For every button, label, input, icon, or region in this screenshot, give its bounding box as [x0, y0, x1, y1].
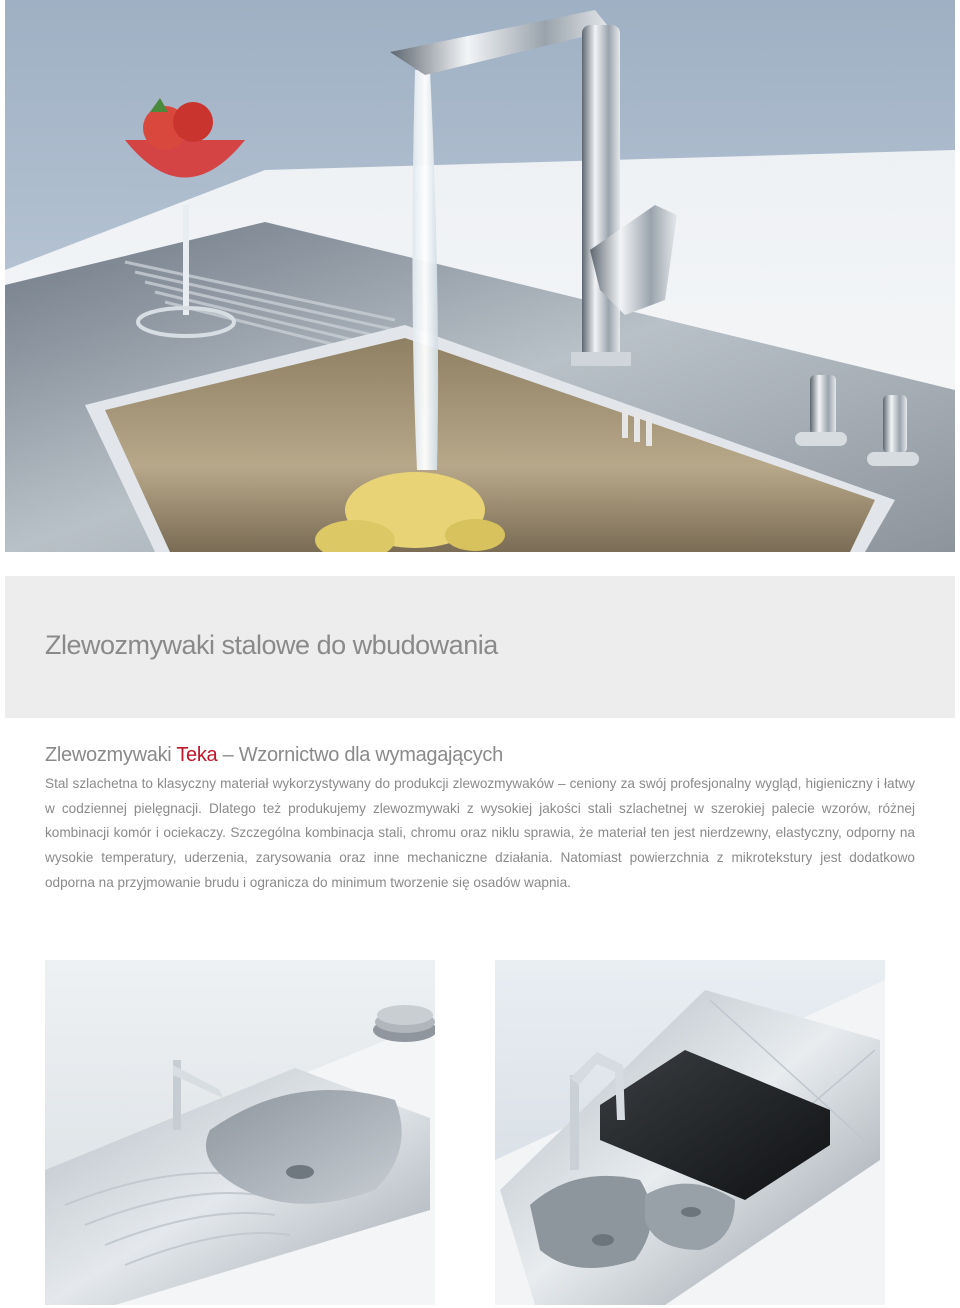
- hero-sink-photo: [5, 0, 955, 552]
- subheading-suffix: – Wzornictwo dla wymagających: [217, 744, 503, 766]
- title-band: [5, 576, 955, 718]
- sink-glass-board-photo: [495, 960, 885, 1305]
- content-section: [45, 744, 915, 896]
- body-paragraph: Stal szlachetna to klasyczny materiał wykorzystywany do produkcji zlewozmywaków – ceniony za swój profesjonalny wygląd, higieniczny i łatwy w codziennej pielęgnacji. Dlatego też produkujemy zlewozmywaki z wysokiej jakości stali szlachetnej w szerokiej palecie wzorów, różnej kombinacji komór i ociekaczy. Szczególna kombinacja stali, chromu oraz niklu sprawia, że materiał ten jest nierdzewny, elastyczny, odporny na wysokie temperatury, uderzenia, zarysowania oraz inne mechaniczne działania. Natomiast powierzchnia z mikrotekstury jest dodatkowo odporna na przyjmowanie brudu i ogranicza do minimum tworzenie się osadów wapnia.: [45, 776, 915, 890]
- subheading-prefix: Zlewozmywaki: [45, 744, 177, 766]
- sink-drainer-photo: [45, 960, 435, 1305]
- page-title: Zlewozmywaki stalowe do wbudowania: [45, 630, 498, 660]
- brand-name: Teka: [176, 744, 218, 766]
- section-subheading: [45, 744, 915, 767]
